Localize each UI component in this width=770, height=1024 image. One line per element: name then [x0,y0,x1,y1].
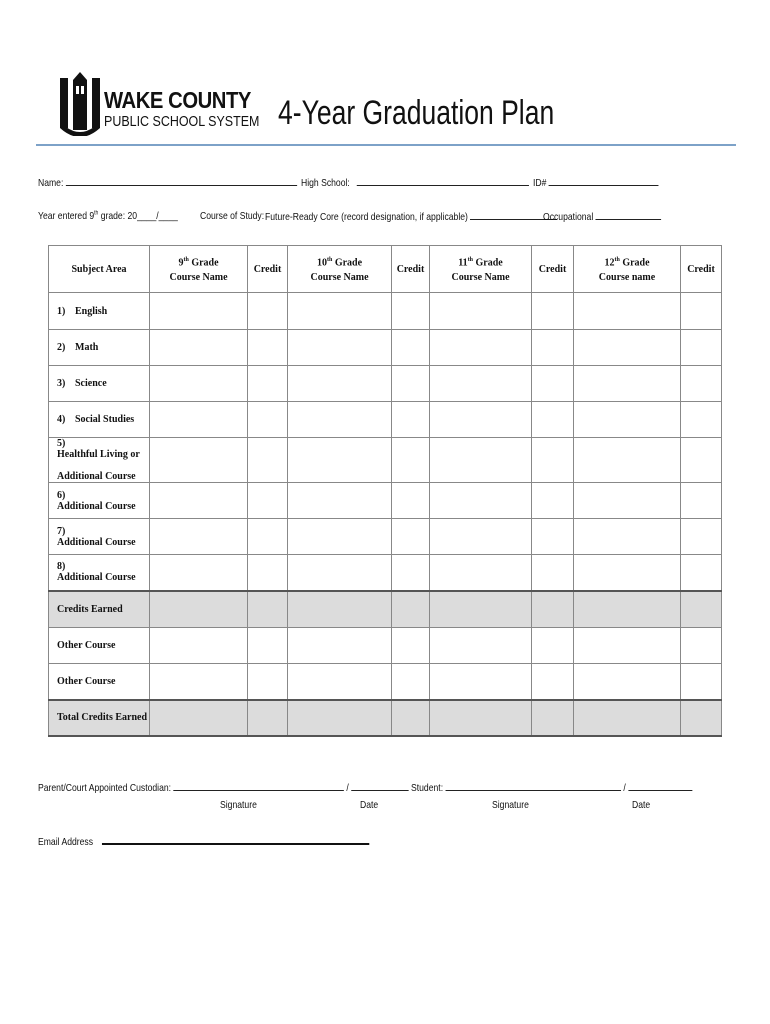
other-course-label: Other Course [49,628,150,664]
wcpss-logo [60,72,260,138]
table-cell[interactable] [248,402,288,438]
table-row [49,438,722,483]
table-cell[interactable] [150,555,248,591]
table-cell[interactable] [392,330,430,366]
table-cell[interactable] [430,330,532,366]
row-label: Math [75,342,99,353]
grade12-subtitle: Course name [598,272,656,284]
table-cell[interactable] [574,700,681,736]
subject-rows [49,293,722,591]
table-cell[interactable] [248,330,288,366]
custodian-label: Parent/Court Appointed Custodian: [38,782,172,794]
table-cell[interactable] [681,555,722,591]
row-label-continued: Additional Course [57,471,136,482]
year-entered-field[interactable] [38,210,178,222]
table-row [49,555,722,591]
credit-header: Credit [392,246,430,293]
table-cell[interactable] [288,330,392,366]
custodian-signature-caption: Signature [220,799,257,811]
year-entered-value[interactable]: 20____/____ [127,210,178,222]
table-cell[interactable] [681,330,722,366]
credit-header: Credit [681,246,722,293]
table-row [49,483,722,519]
high-school-label: High School: [301,177,350,189]
table-cell[interactable] [681,402,722,438]
table-cell[interactable] [392,438,430,483]
table-cell[interactable] [150,438,248,483]
header-divider [36,144,736,146]
credits-earned-label: Credits Earned [49,591,150,628]
table-cell[interactable] [574,330,681,366]
table-cell[interactable] [248,519,288,555]
grade11-subtitle: Course Name [451,272,510,284]
table-cell[interactable] [681,483,722,519]
row-number: 4) [57,414,66,425]
future-ready-field[interactable] [265,210,557,223]
row-number: 8) [57,561,66,573]
table-header-row [49,246,722,293]
grade9-header [150,246,248,293]
table-cell[interactable] [574,519,681,555]
table-row [49,330,722,366]
table-cell[interactable] [392,519,430,555]
table-cell[interactable] [248,366,288,402]
table-cell[interactable] [532,330,574,366]
table-row [49,402,722,438]
table-cell[interactable] [248,483,288,519]
table-cell[interactable] [574,555,681,591]
table-cell[interactable] [150,519,248,555]
year-entered-label: Year entered 9th grade: [38,210,126,222]
logo-line-2: PUBLIC SCHOOL SYSTEM [104,114,260,130]
future-ready-label: Future-Ready Core (record designation, if applicable) [265,211,468,223]
id-label: ID# [533,177,547,189]
table-row [49,366,722,402]
credit-header: Credit [248,246,288,293]
table-cell[interactable] [532,293,574,330]
table-cell[interactable] [532,402,574,438]
name-field[interactable] [38,176,297,189]
grade10-subtitle: Course Name [310,272,369,284]
row-number: 6) [57,489,66,501]
table-cell[interactable] [288,555,392,591]
table-cell[interactable] [532,591,574,628]
table-cell[interactable] [288,591,392,628]
other-course-label: Other Course [49,664,150,700]
table-row [49,519,722,555]
table-cell[interactable] [392,628,430,664]
table-cell[interactable] [430,519,532,555]
table-cell[interactable] [574,402,681,438]
student-signature-caption: Signature [492,799,529,811]
table-cell[interactable] [532,519,574,555]
table-cell[interactable] [681,591,722,628]
occupational-field[interactable] [543,210,661,223]
table-cell[interactable] [150,402,248,438]
school-tower-logo-icon [60,72,100,136]
table-cell[interactable] [681,438,722,483]
table-cell[interactable] [532,483,574,519]
table-cell[interactable] [288,628,392,664]
table-cell[interactable] [248,664,288,700]
high-school-blank[interactable] [357,176,529,186]
custodian-date-caption: Date [360,799,379,811]
table-cell[interactable] [288,664,392,700]
subject-label [49,438,150,483]
table-cell[interactable] [532,628,574,664]
table-cell[interactable] [532,555,574,591]
custodian-signature-blank[interactable] [173,781,344,791]
name-blank[interactable] [66,176,297,186]
subject-area-header: Subject Area [49,246,150,293]
subject-label [49,330,150,366]
table-cell[interactable] [288,519,392,555]
other-course-row [49,628,722,664]
row-label: Additional Course [57,500,136,512]
student-signature-blank[interactable] [445,781,620,791]
table-cell[interactable] [430,366,532,402]
table-cell[interactable] [532,700,574,736]
table-cell[interactable] [288,293,392,330]
other-course-row [49,664,722,700]
table-cell[interactable] [430,555,532,591]
custodian-date-blank[interactable] [351,781,408,791]
table-cell[interactable] [288,438,392,483]
grade12-header [574,246,681,293]
student-date-caption: Date [632,799,651,811]
table-cell[interactable] [392,591,430,628]
table-cell[interactable] [392,664,430,700]
signature-line[interactable]: Parent/Court Appointed Custodian: / Student: / [38,781,692,794]
table-cell[interactable] [392,700,430,736]
table-cell[interactable] [574,438,681,483]
table-cell[interactable] [248,555,288,591]
page-title: 4-Year Graduation Plan [278,94,555,132]
table-cell[interactable] [574,591,681,628]
student-date-blank[interactable] [628,781,692,791]
graduation-plan-table [48,245,722,737]
logo-line-1: WAKE COUNTY [104,87,251,113]
table-cell[interactable] [248,293,288,330]
table-cell[interactable] [392,402,430,438]
grade10-title: 10th Grade [316,256,363,269]
row-label: Additional Course [57,572,136,584]
email-field[interactable] [38,834,369,848]
credits-earned-row [49,591,722,628]
row-number: 7) [57,525,66,537]
row-label: Healthful Living or [57,449,140,460]
table-cell[interactable] [150,483,248,519]
table-cell[interactable] [288,366,392,402]
table-cell[interactable] [430,402,532,438]
email-label: Email Address [38,836,94,848]
row-label: Social Studies [75,414,135,425]
subject-label [49,483,150,519]
course-of-study-field [200,210,264,222]
row-label: Additional Course [57,536,136,548]
name-label: Name: [38,177,64,189]
table-cell[interactable] [430,591,532,628]
email-blank[interactable] [102,834,369,845]
table-cell[interactable] [150,293,248,330]
grade9-title: 9th Grade [178,256,219,269]
grade11-header [430,246,532,293]
table-cell[interactable] [532,366,574,402]
row-label: Science [75,378,107,389]
table-cell[interactable] [681,700,722,736]
subject-label [49,555,150,591]
row-label: English [75,305,108,317]
credit-header: Credit [532,246,574,293]
table-cell[interactable] [430,483,532,519]
table-cell[interactable] [681,628,722,664]
table-cell[interactable] [574,664,681,700]
grade12-title: 12th Grade [604,256,650,269]
table-cell[interactable] [288,700,392,736]
grade11-title: 11th Grade [458,256,503,269]
subject-label [49,402,150,438]
table-cell[interactable] [681,664,722,700]
total-credits-label: Total Credits Earned [49,700,150,736]
table-cell[interactable] [392,366,430,402]
table-cell[interactable] [150,700,248,736]
table-cell[interactable] [248,438,288,483]
table-cell[interactable] [574,483,681,519]
occupational-label: Occupational [543,211,594,223]
table-cell[interactable] [248,628,288,664]
table-cell[interactable] [150,628,248,664]
table-cell[interactable] [392,483,430,519]
id-blank[interactable] [549,176,659,186]
row-number: 3) [57,378,66,389]
course-of-study-label: Course of Study: [200,210,265,222]
table-cell[interactable] [248,700,288,736]
row-number: 2) [57,342,66,353]
table-cell[interactable] [681,519,722,555]
table-cell[interactable] [288,483,392,519]
table-cell[interactable] [288,402,392,438]
table-cell[interactable] [681,293,722,330]
table-cell[interactable] [150,330,248,366]
table-cell[interactable] [430,438,532,483]
table-cell[interactable] [574,293,681,330]
table-row [49,293,722,330]
table-cell[interactable] [681,366,722,402]
high-school-field[interactable] [301,176,529,189]
subject-label [49,293,150,330]
table-cell[interactable] [574,366,681,402]
table-cell[interactable] [574,628,681,664]
total-credits-row [49,700,722,736]
table-cell[interactable] [248,591,288,628]
table-cell[interactable] [150,664,248,700]
table-cell[interactable] [430,628,532,664]
table-cell[interactable] [430,293,532,330]
row-number: 5) [57,438,66,449]
id-field[interactable] [533,176,659,189]
student-label: Student: [411,782,444,794]
table-cell[interactable] [532,438,574,483]
table-cell[interactable] [392,555,430,591]
table-cell[interactable] [150,366,248,402]
grade9-subtitle: Course Name [169,272,228,284]
occupational-blank[interactable] [596,210,662,220]
table-cell[interactable] [430,664,532,700]
subject-label [49,366,150,402]
table-cell[interactable] [532,664,574,700]
table-cell[interactable] [150,591,248,628]
table-cell[interactable] [392,293,430,330]
grade10-header [288,246,392,293]
row-number: 1) [57,305,66,317]
subject-label [49,519,150,555]
table-cell[interactable] [430,700,532,736]
